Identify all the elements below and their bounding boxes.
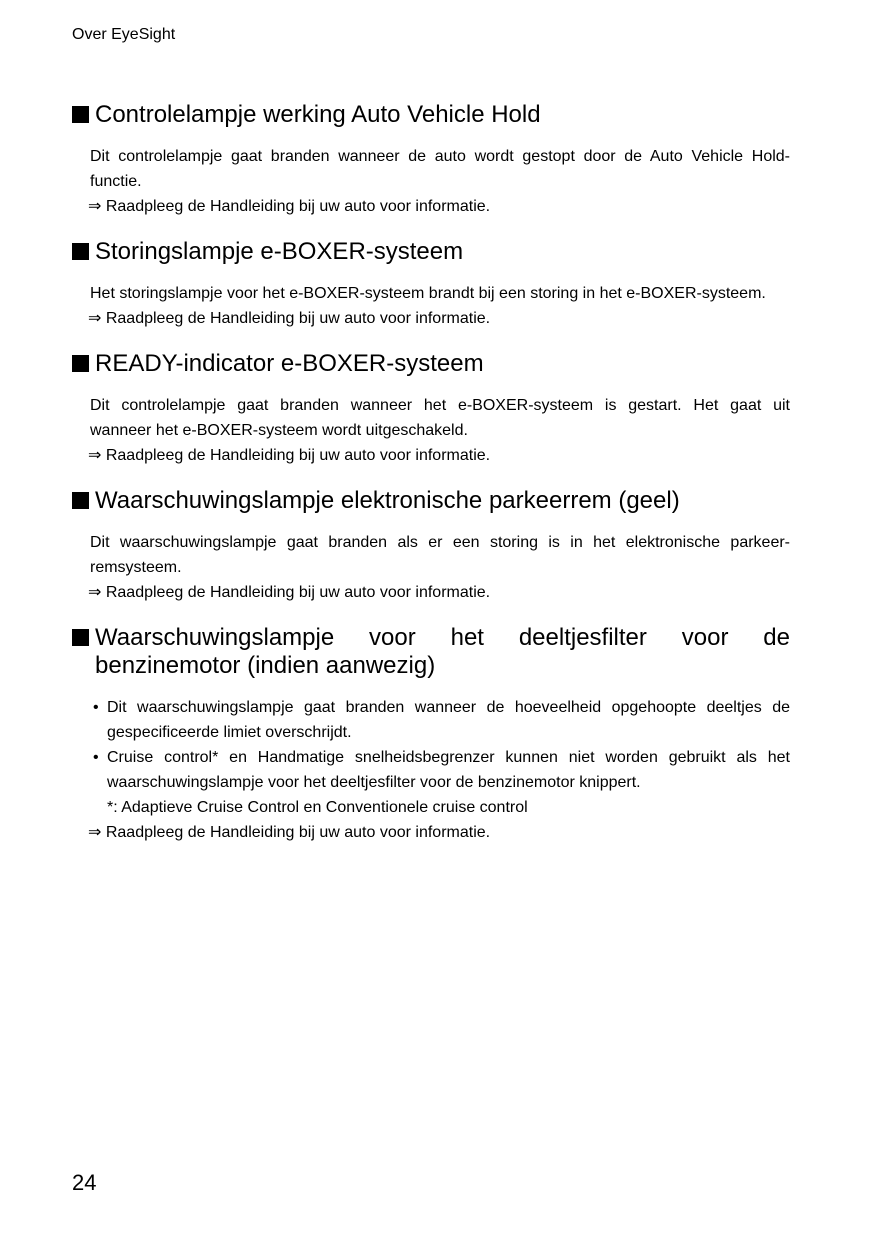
bullet-icon: •: [93, 749, 99, 766]
section-title-text: Waarschuwingslampje elektronische parkeerrem (geel): [95, 487, 680, 514]
section-title-text: Storingslampje e-BOXER-systeem: [95, 238, 464, 265]
section-title-text: Waarschuwingslampje voor het deeltjesfilter voor de benzinemotor (indien aanwezig): [95, 624, 790, 679]
section-ready-indicator: [72, 350, 790, 468]
paragraph: Dit controlelampje gaat branden wanneer de auto wordt gestopt door de Auto Vehicle Hold- functie.: [90, 148, 790, 190]
paragraph: Dit controlelampje gaat branden wanneer het e-BOXER-systeem is gestart. Het gaat uit wanneer het e-BOXER-systeem wordt uitgeschakeld.: [90, 397, 790, 439]
paragraph: Het storingslampje voor het e-BOXER-systeem brandt bij een storing in het e-BOXER-systeem.: [90, 285, 766, 302]
footnote: *: Adaptieve Cruise Control en Conventionele cruise control: [107, 799, 528, 816]
section-title: [72, 487, 790, 515]
reference-line: ⇒ Raadpleeg de Handleiding bij uw auto voor informatie.: [88, 310, 491, 327]
section-marker-square: [72, 629, 89, 646]
reference-line: ⇒ Raadpleeg de Handleiding bij uw auto voor informatie.: [88, 584, 491, 601]
section-title: [72, 238, 790, 266]
section-title-text: Controlelampje werking Auto Vehicle Hold: [95, 101, 541, 128]
bullet-item: [72, 695, 790, 745]
section-title: [72, 350, 790, 378]
section-auto-vehicle-hold: [72, 101, 790, 219]
section-marker-square: [72, 492, 89, 509]
bullet-text: Dit waarschuwingslampje gaat branden wanneer de hoeveelheid opgehoopte deeltjes de gespecificeerde limiet overschrijdt.: [107, 699, 790, 741]
bullet-text: Cruise control* en Handmatige snelheidsbegrenzer kunnen niet worden gebruikt als het waarschuwingslampje voor het deeltjesfilter voor de benzinemotor knippert.: [107, 749, 790, 791]
section-marker-square: [72, 355, 89, 372]
reference-line: ⇒ Raadpleeg de Handleiding bij uw auto voor informatie.: [88, 824, 491, 841]
bullet-list: [72, 695, 790, 795]
section-storingslampje-eboxer: [72, 238, 790, 331]
page-content: [72, 101, 790, 845]
section-deeltjesfilter: [72, 624, 790, 845]
section-marker-square: [72, 106, 89, 123]
section-parkeerrem-geel: [72, 487, 790, 605]
bullet-icon: •: [93, 699, 99, 716]
page-number: 24: [72, 1170, 97, 1195]
section-title: [72, 101, 790, 129]
section-marker-square: [72, 243, 89, 260]
reference-line: ⇒ Raadpleeg de Handleiding bij uw auto voor informatie.: [88, 198, 491, 215]
bullet-item: [72, 745, 790, 795]
paragraph: Dit waarschuwingslampje gaat branden als er een storing is in het elektronische parkeer- remsysteem.: [90, 534, 790, 576]
reference-line: ⇒ Raadpleeg de Handleiding bij uw auto voor informatie.: [88, 447, 491, 464]
running-header: Over EyeSight: [72, 26, 176, 43]
section-title-text: READY-indicator e-BOXER-systeem: [95, 350, 484, 377]
section-title: [72, 624, 790, 680]
